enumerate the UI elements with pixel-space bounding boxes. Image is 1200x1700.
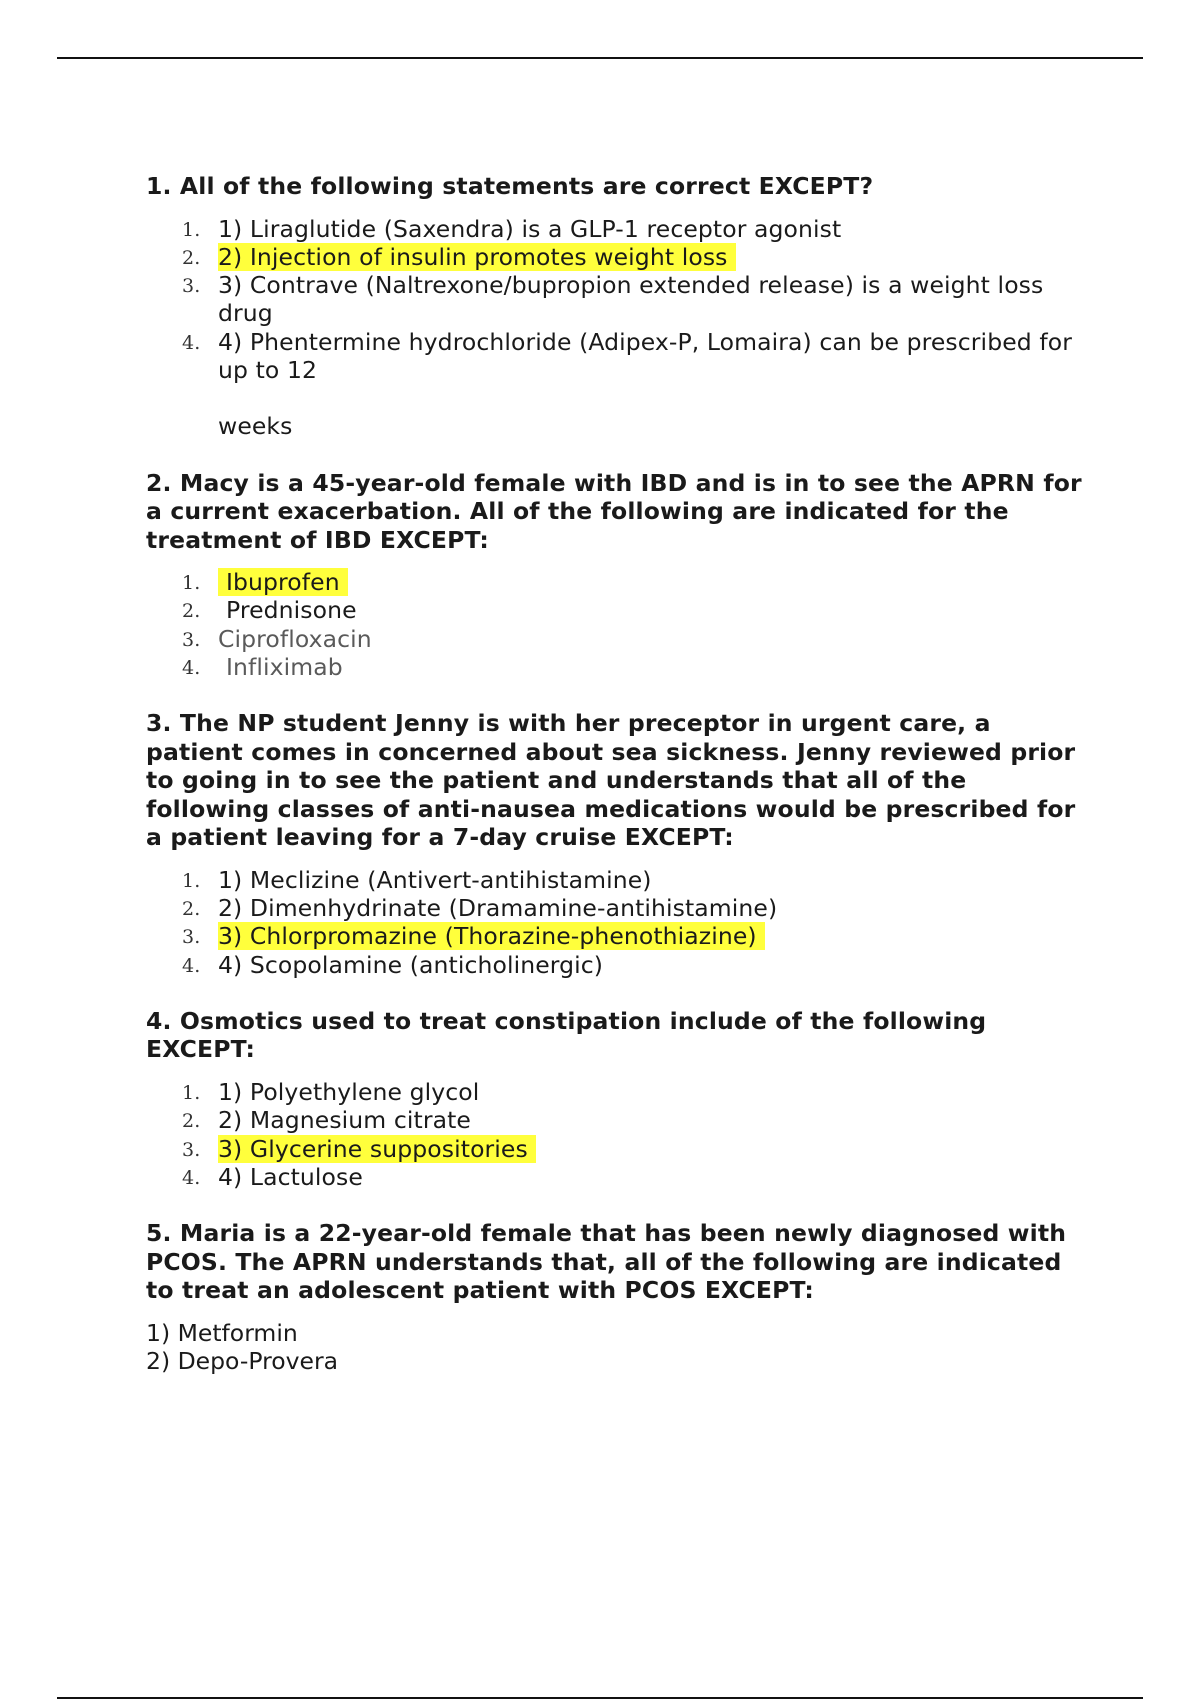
list-item bbox=[146, 894, 1086, 922]
option-text: 3) Contrave (Naltrexone/bupropion extended release) is a weight loss drug bbox=[218, 271, 1044, 328]
list-number: 3. bbox=[182, 1138, 201, 1161]
list-item bbox=[146, 1163, 1086, 1191]
highlighted-answer: 3) Glycerine suppositories bbox=[218, 1135, 536, 1163]
option-text: Prednisone bbox=[226, 596, 357, 625]
option-text: 2) Magnesium citrate bbox=[218, 1106, 471, 1135]
list-number: 1. bbox=[182, 1081, 201, 1104]
list-item: 2) Depo-Provera bbox=[146, 1346, 339, 1375]
option-text: Infliximab bbox=[226, 652, 343, 681]
list-number: 2. bbox=[182, 600, 201, 623]
document-body bbox=[146, 172, 1086, 1403]
list-number: 4. bbox=[182, 656, 201, 679]
question-3 bbox=[146, 709, 1086, 979]
list-number: 4. bbox=[182, 954, 201, 977]
list-item bbox=[146, 653, 1086, 681]
question-3-options bbox=[146, 866, 1086, 979]
option-text: Ciprofloxacin bbox=[218, 624, 372, 653]
list-item bbox=[146, 625, 1086, 653]
highlighted-answer: Ibuprofen bbox=[218, 568, 348, 596]
list-item bbox=[146, 1078, 1086, 1106]
option-text: 1) Polyethylene glycol bbox=[218, 1077, 480, 1106]
list-item bbox=[146, 866, 1086, 894]
question-2-text: 2. Macy is a 45-year-old female with IBD and is in to see the APRN for a current exacerbation. All of the following are indicated for the treatment of IBD EXCEPT: bbox=[146, 468, 1082, 554]
list-number: 4. bbox=[182, 1166, 201, 1189]
list-item: 1) Metformin bbox=[146, 1318, 298, 1347]
list-number: 4. bbox=[182, 331, 201, 354]
list-item bbox=[146, 215, 1086, 243]
option-text: 4) Phentermine hydrochloride (Adipex-P, Lomaira) can be prescribed for up to 12 bbox=[218, 327, 1072, 384]
highlighted-answer: 3) Chlorpromazine (Thorazine-phenothiazine) bbox=[218, 922, 765, 950]
list-number: 3. bbox=[182, 628, 201, 651]
question-2 bbox=[146, 469, 1086, 682]
list-number: 2. bbox=[182, 898, 201, 921]
top-rule bbox=[57, 57, 1143, 59]
question-4-options bbox=[146, 1078, 1086, 1191]
list-item bbox=[146, 922, 1086, 950]
question-5-options bbox=[146, 1319, 1086, 1376]
list-number: 2. bbox=[182, 246, 201, 269]
list-number: 1. bbox=[182, 869, 201, 892]
list-number: 3. bbox=[182, 275, 201, 298]
list-item bbox=[146, 328, 1086, 441]
question-1 bbox=[146, 172, 1086, 441]
list-item bbox=[146, 568, 1086, 596]
list-item bbox=[146, 243, 1086, 271]
list-item bbox=[146, 271, 1086, 328]
question-4 bbox=[146, 1007, 1086, 1191]
bottom-rule bbox=[57, 1697, 1143, 1699]
option-text: 4) Lactulose bbox=[218, 1162, 363, 1191]
list-number: 1. bbox=[182, 218, 201, 241]
question-5-text: 5. Maria is a 22-year-old female that has been newly diagnosed with PCOS. The APRN understands that, all of the following are indicated to treat an adolescent patient with PCOS EXCEPT: bbox=[146, 1219, 1067, 1305]
question-4-text: 4. Osmotics used to treat constipation include of the following EXCEPT: bbox=[146, 1006, 987, 1064]
list-number: 1. bbox=[182, 572, 201, 595]
question-5 bbox=[146, 1219, 1086, 1375]
question-3-text: 3. The NP student Jenny is with her preceptor in urgent care, a patient comes in concerned about sea sickness. Jenny reviewed prior to going in to see the patient and understands that all of the following classes of anti-nausea medications would be prescribed for a patient leaving for a 7-day cruise EXCEPT: bbox=[146, 709, 1076, 852]
question-2-options bbox=[146, 568, 1086, 681]
list-item bbox=[146, 951, 1086, 979]
list-item bbox=[146, 1135, 1086, 1163]
option-text: 4) Scopolamine (anticholinergic) bbox=[218, 950, 604, 979]
list-item bbox=[146, 1106, 1086, 1134]
list-number: 2. bbox=[182, 1110, 201, 1133]
question-1-text: 1. All of the following statements are correct EXCEPT? bbox=[146, 172, 874, 200]
option-text: 1) Meclizine (Antivert-antihistamine) bbox=[218, 865, 652, 894]
option-continuation: weeks bbox=[218, 412, 293, 441]
list-number: 3. bbox=[182, 926, 201, 949]
list-item bbox=[146, 596, 1086, 624]
question-1-options bbox=[146, 215, 1086, 441]
highlighted-answer: 2) Injection of insulin promotes weight loss bbox=[218, 243, 736, 271]
option-text: 1) Liraglutide (Saxendra) is a GLP-1 receptor agonist bbox=[218, 214, 842, 243]
option-text: 2) Dimenhydrinate (Dramamine-antihistamine) bbox=[218, 894, 778, 923]
